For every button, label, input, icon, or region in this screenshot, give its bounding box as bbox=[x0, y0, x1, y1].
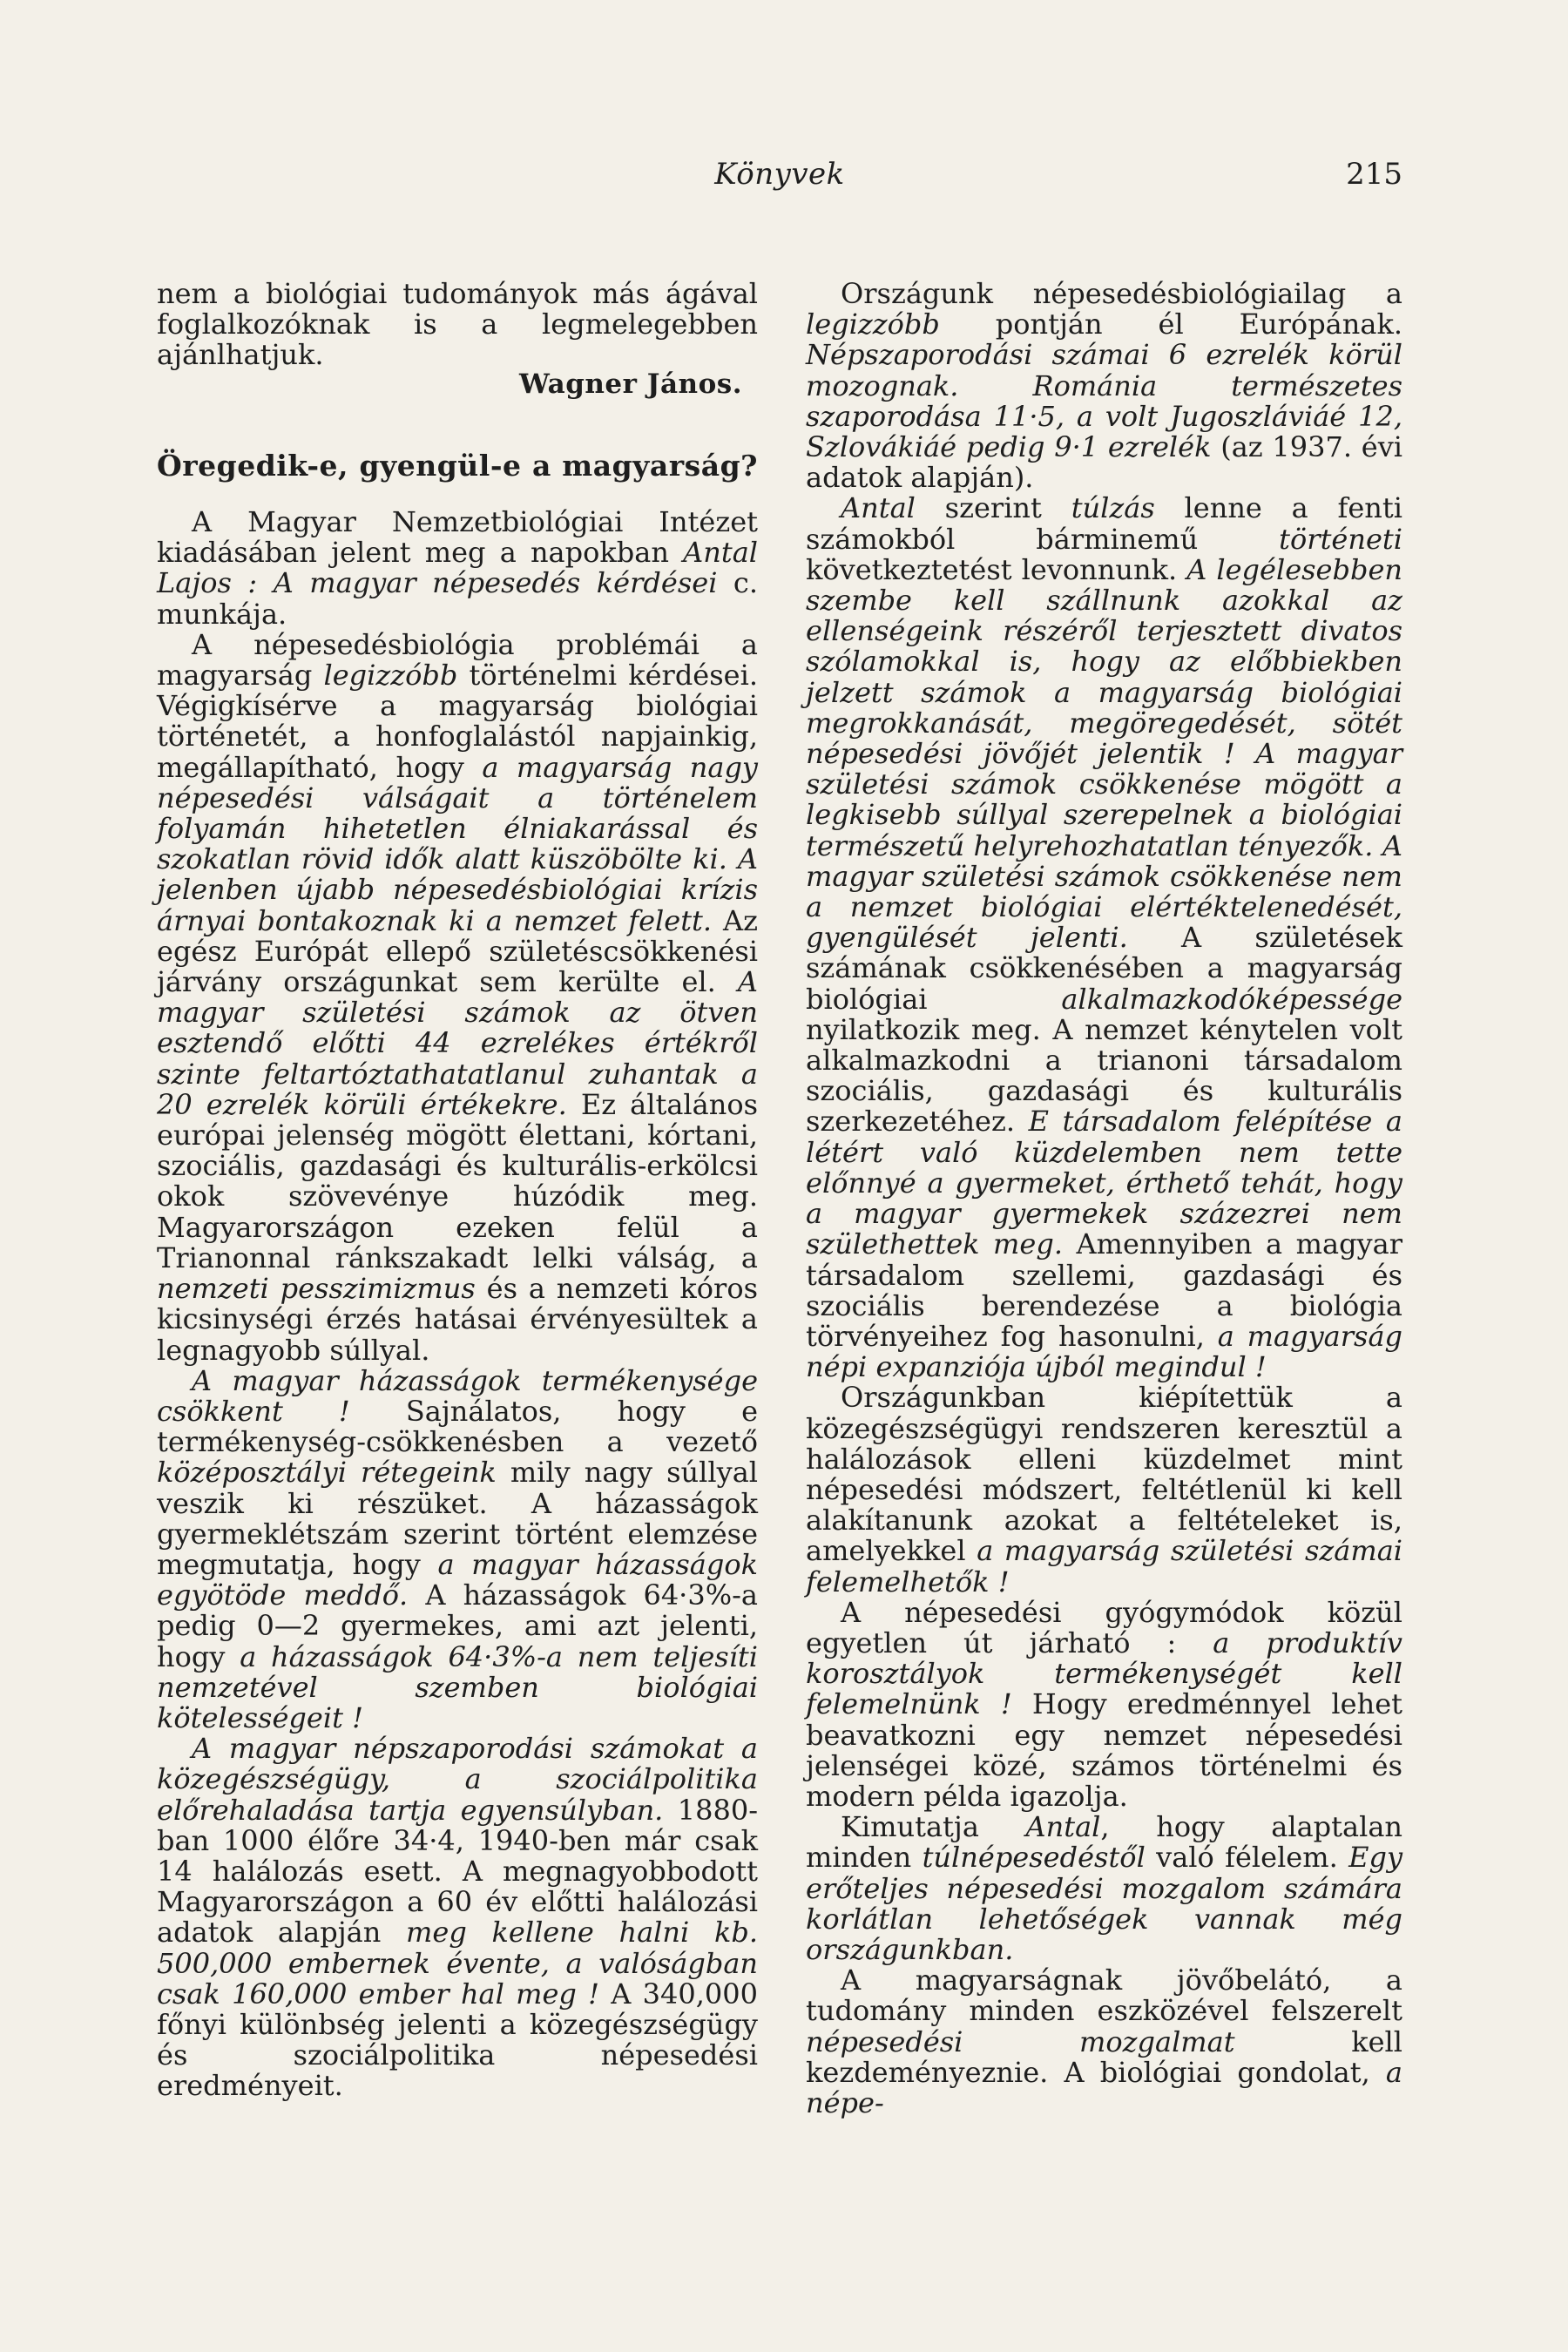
paragraph: Kimutatja Antal, hogy alaptalan minden túlnépesedéstől való félelem. Egy erőteljes népesedési mozgalom számára korlátlan lehetőségek vannak még országunkban. bbox=[806, 1810, 1403, 1966]
paragraph: A népesedési gyógymódok közül egyetlen út járható : a produktív korosztályok termékenységét kell felemelnünk ! Hogy eredménnyel lehet beavatkozni egy nemzet népesedési jelenségei közé, számos történelmi és modern példa igazolja. bbox=[806, 1595, 1403, 1813]
paragraph: A magyar népszaporodási számokat a közegészségügy, a szociálpolitika előrehaladása tartja egyensúlyban. 1880-ban 1000 élőre 34·4, 1940-ben már csak 14 halálozás esett. A megnagyobbodott Magyarországon a 60 év előtti halálozási adatok alapján meg kellene halni kb. 500,000 embernek évente, a valóságban csak 160,000 ember hal meg ! A 340,000 főnyi különbség jelenti a közegészségügy és szociálpolitika népesedési eredményeit. bbox=[157, 1732, 759, 2103]
paragraph: Országunk népesedésbiológiailag a legizzóbb pontján él Európának. Népszaporodási számai 6 ezrelék körül mozognak. Románia természetes szaporodása 11·5, a volt Jugoszláviáé 12, Szlovákiáé pedig 9·1 ezrelék (az 1937. évi adatok alapján). bbox=[806, 277, 1403, 495]
running-title: Könyvek bbox=[714, 157, 845, 192]
paragraph: Antal szerint túlzás lenne a fenti számokból bárminemű történeti következtetést levonnunk. A legélesebben szembe kell szállnunk azokkal az ellenségeink részéről terjesztett divatos szólamokkal is, hogy az előbbiekben jelzett számok a magyarság biológiai megrokkanását, megöregedését, sötét népesedési jövőjét jelentik ! A magyar születési számok csökkenése mögött a legkisebb súllyal szerepelnek a biológiai természetű helyrehozhatatlan tényezők. A magyar születési számok csökkenése nem a nemzet biológiai elértéktelenedését, gyengülését jelenti. A születések számának csökkenésében a magyarság biológiai alkalmazkodóképessége nyilatkozik meg. A nemzet kénytelen volt alkalmazkodni a trianoni társadalom szociális, gazdasági és kulturális szerkezetéhez. E társadalom felépítése a létért való küzdelemben nem tette előnnyé a gyermeket, érthető tehát, hogy a magyar gyermekek százezrei nem születhettek meg. Amennyiben a magyar társadalom szellemi, gazdasági és szociális berendezése a biológia törvényeihez fog hasonulni, a magyarság népi expanziója újból megindul ! bbox=[806, 491, 1403, 1384]
paragraph: A magyar házasságok termékenysége csökkent ! Sajnálatos, hogy e termékenység-csökkenésben a vezető középosztályi rétegeink mily nagy súllyal veszik ki részüket. A házasságok gyermeklétszám szerint történt elemzése megmutatja, hogy a magyar házasságok egyötöde meddő. A házasságok 64·3%-a pedig 0—2 gyermekes, ami azt jelenti, hogy a házasságok 64·3%-a nem teljesíti nemzetével szemben biológiai kötelességeit ! bbox=[157, 1363, 759, 1734]
right-column bbox=[806, 279, 1402, 2119]
left-column bbox=[157, 279, 758, 2102]
paragraph: Országunkban kiépítettük a közegészségügyi rendszeren keresztül a halálozások elleni küzdelmet mint népesedési módszert, feltétlenül ki kell alakítanunk azokat a feltételeket is, amelyekkel a magyarság születési számai felemelhetők ! bbox=[806, 1381, 1403, 1598]
review-signature: Wagner János. bbox=[519, 368, 742, 400]
page-header bbox=[157, 157, 1402, 200]
paragraph: A népesedésbiológia problémái a magyarság legizzóbb történelmi kérdései. Végigkísérve a magyarság biológiai történetét, a honfoglalástól napjainkig, megállapítható, hogy a magyarság nagy népesedési válságait a történelem folyamán hihetetlen élniakarással és szokatlan rövid idők alatt küszöbölte ki. A jelenben újabb népesedésbiológiai krízis árnyai bontakoznak ki a nemzet felett. Az egész Európát ellepő születéscsökkenési járvány országunkat sem kerülte el. A magyar születési számok az ötven esztendő előtti 44 ezrelékes értékről szinte feltartóztathatatlanul zuhantak a 20 ezrelék körüli értékekre. Ez általános európai jelenség mögött élettani, kórtani, szociális, gazdasági és kulturális-erkölcsi okok szövevénye húzódik meg. Magyarországon ezeken felül a Trianonnal ránkszakadt lelki válság, a nemzeti pesszimizmus és a nemzeti kóros kicsinységi érzés hatásai érvényesültek a legnagyobb súllyal. bbox=[157, 627, 759, 1367]
paragraph: A Magyar Nemzetbiológiai Intézet kiadásában jelent meg a napokban Antal Lajos : A magyar népesedés kérdései c. munkája. bbox=[157, 505, 758, 631]
paragraph: nem a biológiai tudományok más ágával foglalkozóknak is a legmelegebben ajánlhatjuk. bbox=[157, 277, 758, 372]
paragraph: A magyarságnak jövőbelátó, a tudomány minden eszközével felszerelt népesedési mozgalmat kell kezdeményeznie. A biológiai gondolat, a népe- bbox=[806, 1963, 1402, 2119]
section-heading: Öregedik-e, gyengül-e a magyarság? bbox=[157, 448, 758, 483]
page-number: 215 bbox=[1346, 157, 1402, 192]
